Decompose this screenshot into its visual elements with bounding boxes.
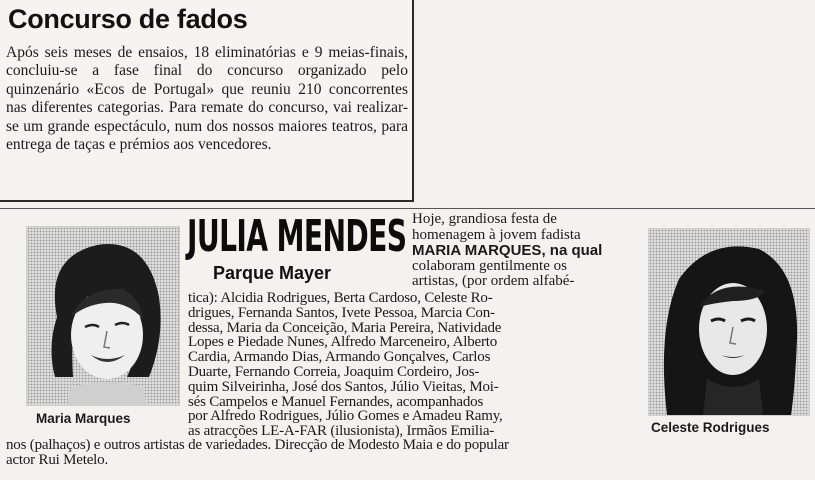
closing-line: actor Rui Metelo. (6, 451, 108, 468)
photo-celeste-rodrigues (648, 228, 810, 416)
body-line: por Alfredo Rodrigues, Júlio Gomes e Amadeu Ramy, (188, 408, 503, 425)
body-line: as atracções LE-A-FAR (ilusionista), Irmãos Emilia- (188, 423, 495, 440)
feature-star-name: JULIA MENDES (187, 211, 407, 262)
feature-venue: Parque Mayer (213, 263, 332, 283)
body-line: sés Campelos e Manuel Fernandes, acompanhados (188, 393, 484, 410)
feature-artist-list (188, 291, 644, 439)
body-line: drigues, Fernanda Santos, Ivete Pessoa, Marcia Con- (188, 304, 495, 321)
photo-caption-left: Maria Marques (36, 411, 131, 426)
intro-line: colaboram gentilmente os (412, 257, 567, 274)
photo-maria-marques (26, 226, 180, 406)
body-line: Cardia, Armando Dias, Armando Gonçalves, Carlos (188, 349, 491, 366)
intro-line: homenagem à jovem fadista (412, 226, 581, 243)
photo-caption-right: Celeste Rodrigues (651, 420, 770, 435)
top-article (0, 0, 414, 202)
body-line: Lopes e Piedade Nunes, Alfredo Marceneiro, Alberto (188, 334, 498, 351)
feature-closing (6, 438, 811, 467)
portrait-woman-dark-hair-image (649, 229, 809, 415)
article-paragraph: Após seis meses de ensaios, 18 eliminatórias e 9 meias-finais, concluiu-se a fase final do concurso organizado pelo quinzenário «Ecos de Portugal» que reuniu 210 concorrentes nas diferentes categorias. Para remate do concurso, vai realizar-se um grande espectáculo, num dos nossos maiores teatros, para entrega de taças e prémios aos vencedores. (6, 44, 408, 154)
portrait-woman-smiling-image (27, 227, 179, 405)
section-divider (0, 208, 815, 209)
intro-line: Hoje, grandiosa festa de (412, 211, 557, 227)
body-line: Duarte, Fernando Correia, Joaquim Cordeiro, Jos- (188, 363, 480, 380)
feature-intro (412, 212, 644, 290)
article-headline: Concurso de fados (8, 4, 248, 34)
closing-line: nos (palhaços) e outros artistas de variedades. Direcção de Modesto Maia e do popular (6, 437, 509, 453)
intro-line-honoree: MARIA MARQUES, na qual (412, 242, 603, 259)
body-line: dessa, Maria da Conceição, Maria Pereira, Natividade (188, 319, 502, 336)
body-line: quim Silveirinha, José dos Santos, Júlio Vieitas, Moi- (188, 378, 499, 395)
intro-line: artistas, (por ordem alfabé- (412, 273, 575, 289)
body-line: tica): Alcidia Rodrigues, Berta Cardoso, Celeste Ro- (188, 290, 493, 306)
